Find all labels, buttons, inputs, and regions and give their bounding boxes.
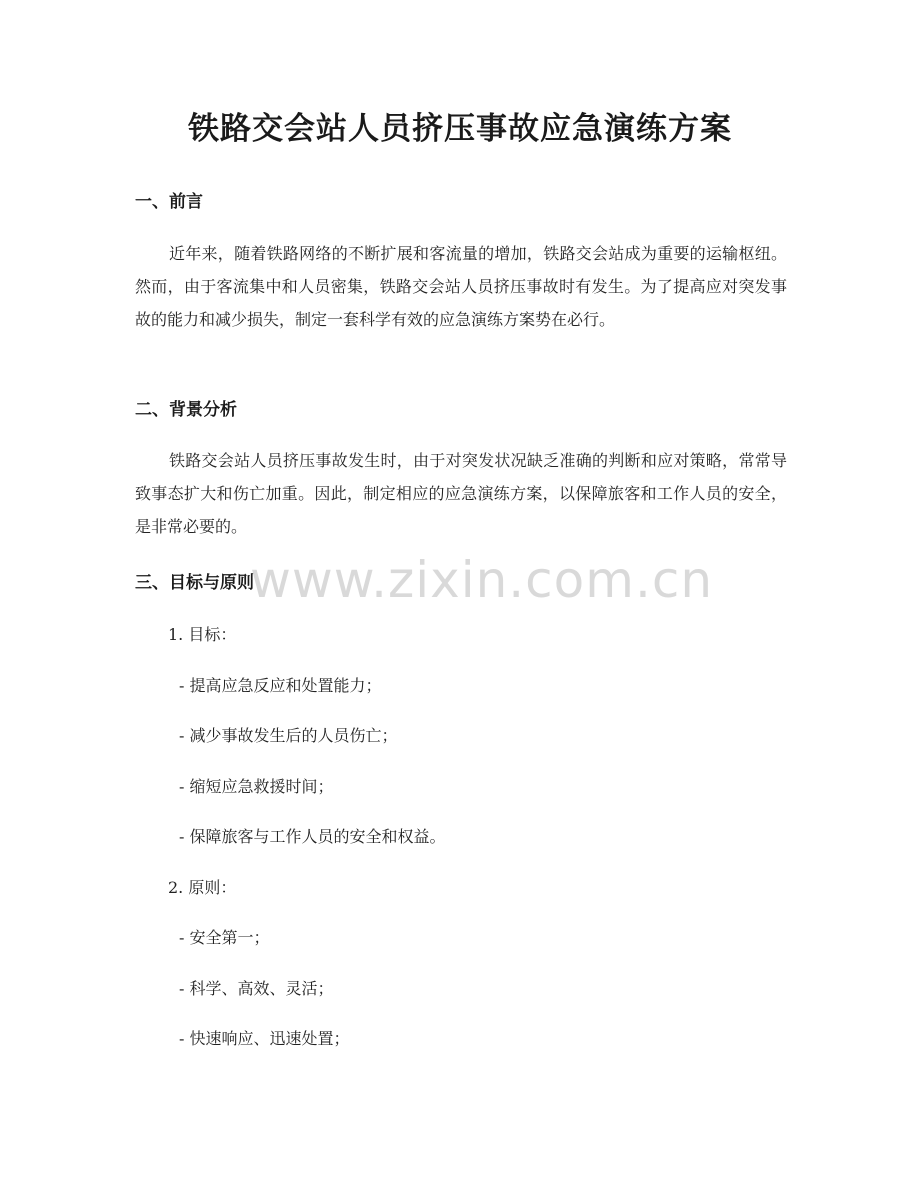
principle-item: - 科学、高效、灵活； xyxy=(179,979,334,998)
goal-item: - 缩短应急救援时间； xyxy=(179,777,334,796)
goal-item: - 保障旅客与工作人员的安全和权益。 xyxy=(179,827,446,846)
document-title: 铁路交会站人员挤压事故应急演练方案 xyxy=(188,111,732,147)
watermark: www.zixin.com.cn xyxy=(250,551,714,609)
section-heading-goals: 三、目标与原则 xyxy=(135,573,254,593)
goal-label: 1. 目标： xyxy=(168,625,237,644)
principle-item: - 安全第一； xyxy=(179,928,270,947)
principle-item: - 快速响应、迅速处置； xyxy=(179,1029,350,1048)
background-paragraph: 铁路交会站人员挤压事故发生时，由于对突发状况缺乏准确的判断和应对策略，常常导致事态扩大和伤亡加重。因此，制定相应的应急演练方案，以保障旅客和工作人员的安全，是非常必要的。 xyxy=(135,451,787,536)
principle-label: 2. 原则： xyxy=(168,878,237,897)
section-heading-intro: 一、前言 xyxy=(135,192,203,212)
section-heading-background: 二、背景分析 xyxy=(135,400,237,420)
goal-item: - 提高应急反应和处置能力； xyxy=(179,676,382,695)
goal-item: - 减少事故发生后的人员伤亡； xyxy=(179,726,398,745)
intro-paragraph: 近年来，随着铁路网络的不断扩展和客流量的增加，铁路交会站成为重要的运输枢纽。然而，由于客流集中和人员密集，铁路交会站人员挤压事故时有发生。为了提高应对突发事故的能力和减少损失，制定一套科学有效的应急演练方案势在必行。 xyxy=(135,244,787,329)
